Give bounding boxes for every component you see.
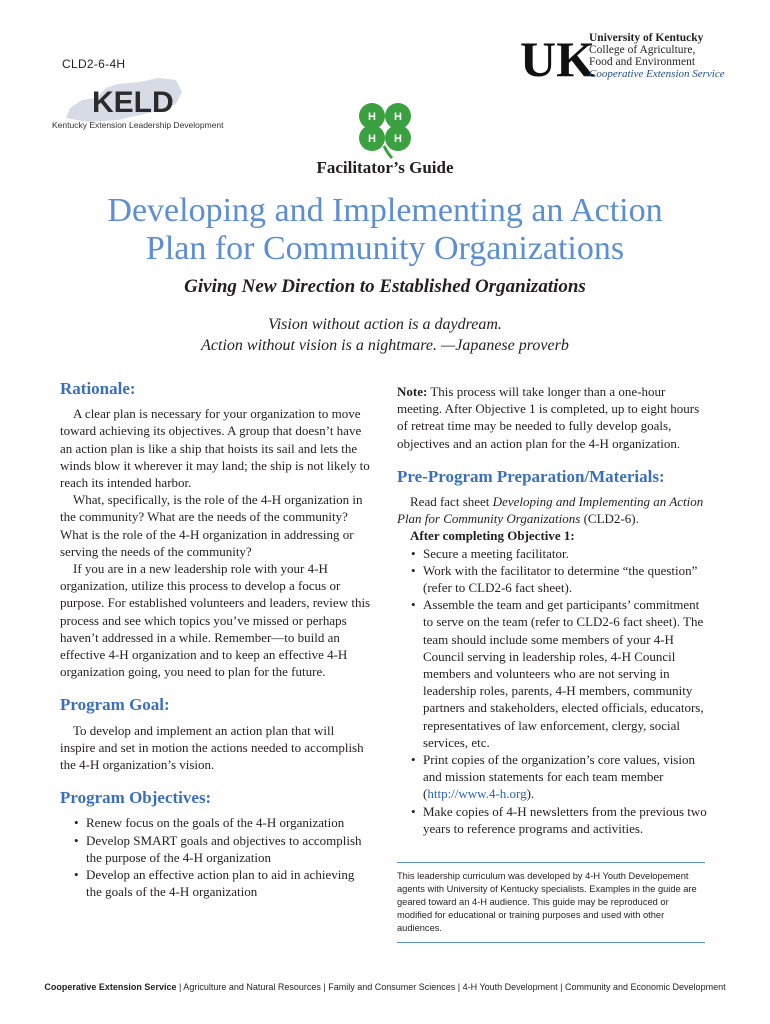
rationale-paragraph-1: A clear plan is necessary for your organization to move toward achieving its objectives. A group that doesn’t have an action plan is like a ship that hoists its sail and lets the winds blow it wherever it may land; the ship is not likely to reach its intended harbor. xyxy=(60,406,370,491)
footer xyxy=(0,982,770,992)
facilitators-guide-label: Facilitator’s Guide xyxy=(316,158,454,177)
keld-wordmark: KELD xyxy=(92,86,174,119)
title-line-1: Developing and Implementing an Action xyxy=(107,192,663,229)
uk-logo xyxy=(520,31,595,87)
footer-programs: | Agriculture and Natural Resources | Family and Consumer Sciences | 4-H Youth Development | Community and Economic Development xyxy=(176,982,726,992)
list-item: • Print copies of the organization’s core values, vision and mission statements for each team member (http://www.4-h.org). xyxy=(423,751,709,803)
left-column xyxy=(60,380,372,900)
list-item: • Develop SMART goals and objectives to accomplish the purpose of the 4-H organization xyxy=(86,832,372,866)
rationale-paragraph-3: If you are in a new leadership role with your 4-H organization, utilize this process to develop a focus or purpose. For established volunteers and leaders, review this process and see which topics you’ve missed or perhaps haven’t addressed in a while. Remember—to build an effective 4-H organization and to keep an effective 4-H organization going, you need to plan for the future. xyxy=(60,561,371,680)
document-code: CLD2-6-4H xyxy=(62,57,126,71)
list-item: • Develop an effective action plan to aid in achieving the goals of the 4-H organization xyxy=(86,866,372,900)
preparation-list xyxy=(397,545,709,837)
svg-text:H: H xyxy=(368,133,376,145)
rationale-heading: Rationale: xyxy=(60,379,136,398)
after-objective-label: After completing Objective 1: xyxy=(410,528,575,544)
keld-subtitle: Kentucky Extension Leadership Development xyxy=(52,120,224,130)
pre-program-heading: Pre-Program Preparation/Materials: xyxy=(397,466,665,486)
title-line-2: Plan for Community Organizations xyxy=(145,230,625,267)
uk-line-2: College of Agriculture, xyxy=(589,44,696,56)
page-subtitle: Giving New Direction to Established Organizations xyxy=(184,276,586,297)
svg-text:H: H xyxy=(368,111,376,123)
list-item: • Make copies of 4-H newsletters from the previous two years to reference programs and activities. xyxy=(423,803,709,837)
right-column xyxy=(397,383,709,837)
footer-ces: Cooperative Extension Service xyxy=(44,982,177,992)
read-fact-sheet: Read fact sheet Developing and Implementing an Action Plan for Community Organizations (CLD2-6). xyxy=(397,494,704,527)
page-title xyxy=(20,192,750,268)
cooperative-extension-label: Cooperative Extension Service xyxy=(589,68,725,80)
list-item: • Renew focus on the goals of the 4-H organization xyxy=(86,814,372,831)
fact-sheet-title: Developing and Implementing an Action Plan for Community Organizations xyxy=(397,494,704,527)
note-paragraph xyxy=(397,383,709,452)
quote-line-2: Action without vision is a nightmare. —Japanese proverb xyxy=(201,337,569,354)
uk-line-3: Food and Environment xyxy=(589,56,696,68)
list-item: • Assemble the team and get participants’ commitment to serve on the team (refer to CLD2-6 fact sheet). The team should include some members of your 4-H Council serving in leadership roles, 4-H Council members and volunteers who are not serving in leadership roles, parents, 4-H members, community partners and stakeholders, elected officials, educators, representatives of law enforcement, clergy, social services, etc. xyxy=(423,596,709,751)
uk-line-1: University of Kentucky xyxy=(589,32,704,44)
svg-text:UK: UK xyxy=(520,31,595,87)
4h-clover-logo xyxy=(350,96,420,160)
rationale-paragraph-2: What, specifically, is the role of the 4-H organization in the community? What are the needs of the community? What is the role of the 4-H organization in addressing or serving the needs of the community? xyxy=(60,492,363,559)
note-label: Note: xyxy=(397,384,428,399)
list-item: • Secure a meeting facilitator. xyxy=(423,545,709,562)
objectives-list xyxy=(60,814,372,900)
svg-text:H: H xyxy=(394,133,402,145)
note-text: This process will take longer than a one-hour meeting. After Objective 1 is completed, up to eight hours of retreat time may be needed to fully develop goals, objectives and an action plan for the 4-H organization. xyxy=(397,384,700,451)
program-goal-heading: Program Goal: xyxy=(60,695,170,715)
curriculum-note-box: This leadership curriculum was developed by 4-H Youth Developement agents with University of Kentucky specialists. Examples in the guide are geared toward an 4-H audience. This guide may be reproduced or modified for educational or training purposes and used with other audiences. xyxy=(397,862,705,943)
university-name xyxy=(589,32,703,68)
proverb-quote xyxy=(0,314,770,356)
svg-text:H: H xyxy=(394,111,402,123)
4h-website-link[interactable]: http://www.4-h.org xyxy=(427,786,527,802)
program-goal-text: To develop and implement an action plan that will inspire and set in motion the actions needed to accomplish the 4-H organization’s vision. xyxy=(60,722,364,773)
program-objectives-heading: Program Objectives: xyxy=(60,788,212,808)
quote-line-1: Vision without action is a daydream. xyxy=(268,316,502,333)
list-item: • Work with the facilitator to determine “the question” (refer to CLD2-6 fact sheet). xyxy=(423,562,709,596)
